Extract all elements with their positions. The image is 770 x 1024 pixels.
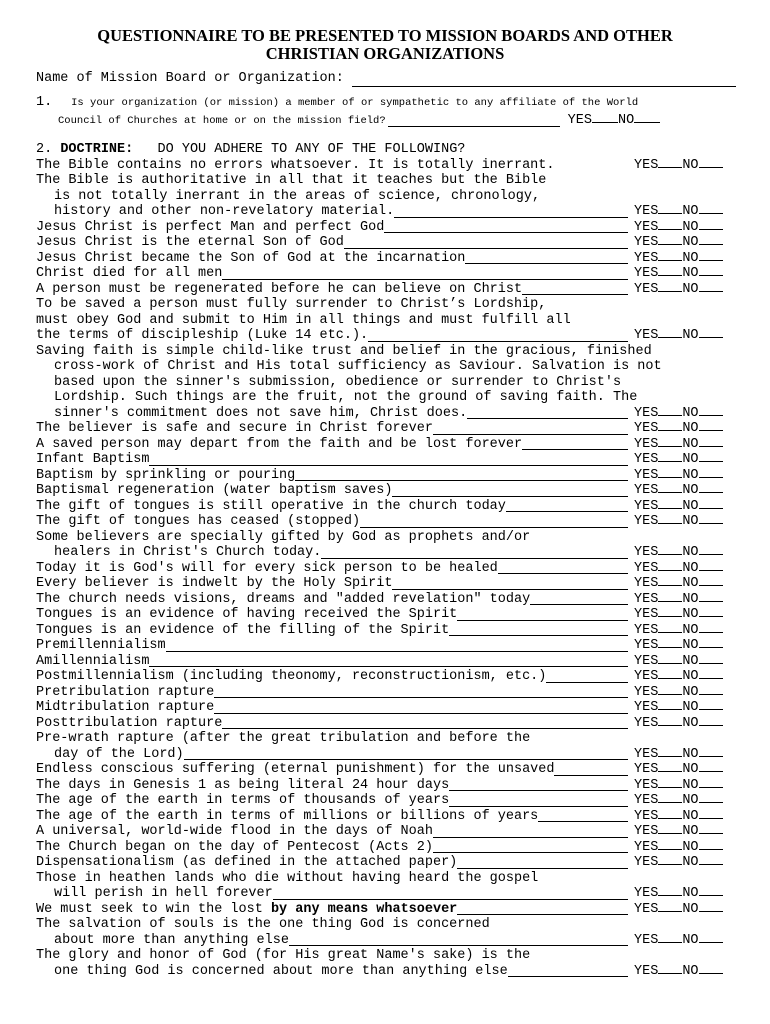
doctrine-item-leader bbox=[384, 221, 628, 233]
yes-blank[interactable] bbox=[658, 559, 682, 571]
doctrine-item-text: is not totally inerrant in the areas of science, chronology, bbox=[54, 188, 541, 204]
yes-blank[interactable] bbox=[658, 931, 682, 943]
doctrine-item-text: Tongues is an evidence of the filling of the Spirit bbox=[36, 622, 450, 638]
yes-blank[interactable] bbox=[658, 481, 682, 493]
question-1-line-1 bbox=[36, 95, 736, 111]
no-blank[interactable] bbox=[699, 404, 723, 416]
question-1-number: 1. bbox=[36, 95, 53, 110]
no-label: NO bbox=[682, 281, 699, 297]
yes-label: YES bbox=[634, 405, 659, 421]
yes-blank[interactable] bbox=[658, 280, 682, 292]
doctrine-item-leader bbox=[467, 407, 628, 419]
yes-no-answer[interactable] bbox=[628, 900, 736, 918]
no-blank[interactable] bbox=[699, 497, 723, 509]
doctrine-item-leader bbox=[344, 237, 628, 249]
no-blank[interactable] bbox=[699, 683, 723, 695]
no-blank[interactable] bbox=[699, 636, 723, 648]
doctrine-item-leader bbox=[273, 888, 628, 900]
no-blank[interactable] bbox=[699, 807, 723, 819]
doctrine-item-38-line-1 bbox=[36, 902, 736, 918]
yes-blank[interactable] bbox=[658, 807, 682, 819]
no-blank[interactable] bbox=[699, 667, 723, 679]
doctrine-item-leader bbox=[222, 268, 628, 280]
doctrine-item-leader bbox=[149, 454, 628, 466]
doctrine-item-text: Pretribulation rapture bbox=[36, 684, 215, 700]
doctrine-item-leader bbox=[392, 578, 628, 590]
yes-label: YES bbox=[634, 746, 659, 762]
no-label: NO bbox=[682, 328, 699, 343]
doctrine-item-leader bbox=[546, 671, 628, 683]
no-label: NO bbox=[682, 405, 699, 421]
doctrine-item-text: The Bible is authoritative in all that it teaches but the Bible bbox=[36, 173, 547, 188]
doctrine-item-2-line-1 bbox=[36, 173, 736, 189]
no-label: NO bbox=[682, 746, 699, 762]
yes-label: YES bbox=[634, 576, 659, 591]
no-blank[interactable] bbox=[699, 218, 723, 230]
no-blank[interactable] bbox=[699, 698, 723, 710]
yes-blank[interactable] bbox=[658, 962, 682, 974]
yes-no-answer[interactable] bbox=[628, 156, 736, 174]
doctrine-item-text: cross-work of Christ and His total sufficiency as Saviour. Salvation is not bbox=[54, 359, 662, 374]
no-label: NO bbox=[682, 467, 699, 483]
doctrine-item-text: Jesus Christ is perfect Man and perfect God bbox=[36, 219, 385, 235]
no-label: NO bbox=[682, 266, 699, 281]
no-blank[interactable] bbox=[699, 900, 723, 912]
no-blank[interactable] bbox=[699, 791, 723, 803]
yes-blank[interactable] bbox=[658, 652, 682, 664]
doctrine-item-text: Infant Baptism bbox=[36, 452, 150, 467]
doctrine-item-leader bbox=[360, 516, 628, 528]
doctrine-item-text: based upon the sinner's submission, obedience or surrender to Christ's bbox=[54, 374, 622, 390]
yes-label: YES bbox=[634, 762, 659, 777]
doctrine-item-text: will perish in hell forever bbox=[54, 886, 273, 901]
doctrine-item-text: Baptism by sprinkling or pouring bbox=[36, 467, 296, 483]
doctrine-item-text: Postmillennialism (including theonomy, reconstructionism, etc.) bbox=[36, 669, 547, 684]
doctrine-item-text: Premillennialism bbox=[36, 638, 166, 653]
yes-label: YES bbox=[634, 839, 659, 855]
yes-label: YES bbox=[567, 113, 592, 128]
doctrine-item-leader bbox=[295, 469, 628, 481]
no-label: NO bbox=[682, 421, 699, 436]
doctrine-item-text: history and other non-revelatory material. bbox=[54, 204, 395, 219]
doctrine-item-leader bbox=[506, 500, 628, 512]
no-blank[interactable] bbox=[699, 605, 723, 617]
no-label: NO bbox=[682, 669, 699, 684]
yes-label: YES bbox=[634, 715, 659, 731]
doctrine-item-text: We must seek to win the lost by any means whatsoever bbox=[36, 901, 458, 917]
question-2-number: 2. bbox=[36, 142, 53, 157]
no-label: NO bbox=[682, 576, 699, 591]
yes-blank[interactable] bbox=[658, 621, 682, 633]
doctrine-item-leader bbox=[321, 547, 628, 559]
yes-no-answer[interactable] bbox=[628, 931, 736, 949]
no-label: NO bbox=[682, 483, 699, 498]
doctrine-item-text: A person must be regenerated before he can believe on Christ bbox=[36, 281, 523, 297]
yes-blank[interactable] bbox=[658, 450, 682, 462]
doctrine-item-8-line-3 bbox=[36, 328, 736, 344]
yes-label: YES bbox=[634, 591, 659, 607]
no-label: NO bbox=[682, 157, 699, 173]
doctrine-item-text: The salvation of souls is the one thing God is concerned bbox=[36, 917, 490, 932]
yes-label: YES bbox=[634, 250, 659, 266]
no-label: NO bbox=[682, 250, 699, 266]
yes-label: YES bbox=[634, 777, 659, 793]
doctrine-item-leader bbox=[433, 423, 628, 435]
no-blank[interactable] bbox=[699, 760, 723, 772]
no-blank[interactable] bbox=[699, 652, 723, 664]
no-blank[interactable] bbox=[699, 280, 723, 292]
yes-label: YES bbox=[634, 901, 659, 917]
yes-blank[interactable] bbox=[658, 543, 682, 555]
doctrine-item-leader bbox=[433, 826, 628, 838]
no-label: NO bbox=[682, 498, 699, 514]
doctrine-item-text: Posttribulation rapture bbox=[36, 715, 223, 731]
doctrine-item-text: Endless conscious suffering (eternal punishment) for the unsaved bbox=[36, 762, 555, 777]
no-blank[interactable] bbox=[699, 466, 723, 478]
doctrine-item-leader bbox=[449, 624, 628, 636]
doctrine-item-16-line-1 bbox=[36, 514, 736, 530]
doctrine-item-leader bbox=[465, 252, 628, 264]
doctrine-item-39-line-2 bbox=[36, 933, 736, 949]
doctrine-item-text: day of the Lord) bbox=[54, 746, 184, 762]
yes-label: YES bbox=[634, 886, 659, 901]
question-1-text: Is your organization (or mission) a member of or sympathetic to any affiliate of the World bbox=[71, 97, 639, 109]
doctrine-item-text: Christ died for all men bbox=[36, 266, 223, 281]
no-label: NO bbox=[682, 514, 699, 529]
doctrine-item-28-line-1 bbox=[36, 716, 736, 732]
document-title-line-1: QUESTIONNAIRE TO BE PRESENTED TO MISSION BOARDS AND OTHER bbox=[97, 26, 673, 45]
doctrine-item-text: healers in Christ's Church today. bbox=[54, 545, 322, 560]
doctrine-item-text: Today it is God's will for every sick person to be healed bbox=[36, 560, 498, 576]
doctrine-item-leader bbox=[222, 717, 628, 729]
doctrine-item-8-line-1 bbox=[36, 297, 736, 313]
doctrine-item-text: The age of the earth in terms of millions or billions of years bbox=[36, 808, 539, 824]
yes-blank[interactable] bbox=[658, 264, 682, 276]
no-label: NO bbox=[617, 113, 635, 128]
no-label: NO bbox=[682, 886, 699, 901]
doctrine-item-leader bbox=[289, 934, 628, 946]
yes-label: YES bbox=[634, 700, 659, 715]
doctrine-item-leader bbox=[149, 655, 628, 667]
no-blank[interactable] bbox=[699, 745, 723, 757]
doctrine-item-text: Those in heathen lands who die without having heard the gospel bbox=[36, 870, 539, 886]
doctrine-heading-label: DOCTRINE: bbox=[60, 142, 134, 157]
yes-blank[interactable] bbox=[658, 667, 682, 679]
yes-label: YES bbox=[634, 793, 659, 808]
doctrine-item-text: Tongues is an evidence of having received the Spirit bbox=[36, 607, 458, 622]
doctrine-item-1-line-1 bbox=[36, 158, 736, 174]
yes-blank[interactable] bbox=[658, 249, 682, 261]
yes-label: YES bbox=[634, 436, 659, 452]
no-label: NO bbox=[682, 452, 699, 467]
yes-blank[interactable] bbox=[658, 605, 682, 617]
doctrine-item-text: Dispensationalism (as defined in the attached paper) bbox=[36, 855, 458, 870]
yes-blank[interactable] bbox=[658, 512, 682, 524]
no-blank[interactable] bbox=[699, 543, 723, 555]
yes-no-answer[interactable] bbox=[628, 280, 736, 298]
doctrine-item-text: must obey God and submit to Him in all things and must fulfill all bbox=[36, 312, 571, 328]
yes-blank[interactable] bbox=[658, 497, 682, 509]
no-blank[interactable] bbox=[699, 853, 723, 865]
doctrine-item-emphasis: by any means whatsoever bbox=[270, 901, 458, 917]
doctrine-item-9-line-2 bbox=[36, 359, 736, 375]
doctrine-item-leader bbox=[538, 810, 628, 822]
no-blank[interactable] bbox=[699, 435, 723, 447]
question-1-line-2 bbox=[58, 111, 736, 129]
yes-label: YES bbox=[634, 932, 659, 948]
no-blank[interactable] bbox=[699, 202, 723, 214]
no-label: NO bbox=[682, 591, 699, 607]
yes-no-answer[interactable] bbox=[628, 714, 736, 732]
no-blank[interactable] bbox=[699, 326, 723, 338]
doctrine-item-text: Baptismal regeneration (water baptism saves) bbox=[36, 483, 393, 498]
no-label: NO bbox=[682, 545, 699, 560]
doctrine-item-leader bbox=[508, 965, 628, 977]
doctrine-item-text: The gift of tongues has ceased (stopped) bbox=[36, 514, 361, 529]
yes-blank[interactable] bbox=[658, 590, 682, 602]
doctrine-item-leader bbox=[457, 903, 628, 915]
doctrine-item-7-line-1 bbox=[36, 282, 736, 298]
yes-label: YES bbox=[634, 235, 659, 250]
doctrine-item-40-line-2 bbox=[36, 964, 736, 980]
no-blank[interactable] bbox=[699, 931, 723, 943]
no-label: NO bbox=[682, 855, 699, 870]
yes-label: YES bbox=[634, 452, 659, 467]
yes-no-answer[interactable] bbox=[628, 853, 736, 871]
organization-name-field[interactable] bbox=[352, 74, 736, 87]
yes-blank[interactable] bbox=[658, 900, 682, 912]
yes-label: YES bbox=[634, 219, 659, 235]
no-label: NO bbox=[682, 607, 699, 622]
doctrine-item-text: The glory and honor of God (for His great Name's sake) is the bbox=[36, 948, 531, 963]
doctrine-item-leader bbox=[166, 640, 628, 652]
doctrine-item-text: one thing God is concerned about more than anything else bbox=[54, 963, 508, 979]
doctrine-item-36-line-1 bbox=[36, 855, 736, 871]
doctrine-item-leader bbox=[368, 330, 628, 342]
no-blank[interactable] bbox=[699, 512, 723, 524]
yes-blank[interactable] bbox=[658, 574, 682, 586]
yes-label: YES bbox=[634, 266, 659, 281]
no-label: NO bbox=[682, 932, 699, 948]
organization-name-row bbox=[36, 71, 736, 87]
yes-label: YES bbox=[634, 328, 659, 343]
yes-label: YES bbox=[634, 684, 659, 700]
doctrine-item-text: A saved person may depart from the faith and be lost forever bbox=[36, 436, 523, 452]
no-blank[interactable] bbox=[634, 111, 660, 123]
yes-blank[interactable] bbox=[658, 791, 682, 803]
yes-label: YES bbox=[634, 483, 659, 498]
no-blank[interactable] bbox=[699, 481, 723, 493]
yes-no-answer[interactable] bbox=[628, 962, 736, 980]
doctrine-item-leader bbox=[214, 686, 628, 698]
doctrine-item-text: about more than anything else bbox=[54, 932, 289, 948]
doctrine-item-text: sinner's commitment does not save him, Christ does. bbox=[54, 405, 468, 421]
no-blank[interactable] bbox=[699, 574, 723, 586]
yes-blank[interactable] bbox=[658, 326, 682, 338]
yes-label: YES bbox=[634, 808, 659, 824]
doctrine-item-text: Midtribulation rapture bbox=[36, 700, 215, 715]
no-label: NO bbox=[682, 622, 699, 638]
no-blank[interactable] bbox=[699, 264, 723, 276]
yes-label: YES bbox=[634, 204, 659, 219]
no-blank[interactable] bbox=[699, 450, 723, 462]
yes-label: YES bbox=[634, 560, 659, 576]
no-blank[interactable] bbox=[699, 233, 723, 245]
yes-blank[interactable] bbox=[658, 233, 682, 245]
doctrine-item-text: The age of the earth in terms of thousands of years bbox=[36, 793, 450, 808]
doctrine-item-text: Every believer is indwelt by the Holy Spirit bbox=[36, 576, 393, 591]
yes-label: YES bbox=[634, 824, 659, 839]
doctrine-item-text: The Church began on the day of Pentecost (Acts 2) bbox=[36, 839, 433, 855]
no-label: NO bbox=[682, 715, 699, 731]
yes-blank[interactable] bbox=[658, 776, 682, 788]
no-label: NO bbox=[682, 204, 699, 219]
doctrine-heading-text: DO YOU ADHERE TO ANY OF THE FOLLOWING? bbox=[157, 142, 466, 157]
no-label: NO bbox=[682, 793, 699, 808]
doctrine-item-leader bbox=[449, 795, 628, 807]
no-blank[interactable] bbox=[699, 419, 723, 431]
no-blank[interactable] bbox=[699, 559, 723, 571]
doctrine-item-text: A universal, world-wide flood in the days of Noah bbox=[36, 824, 433, 839]
no-blank[interactable] bbox=[699, 838, 723, 850]
doctrine-item-text: The church needs visions, dreams and "added revelation" today bbox=[36, 591, 531, 607]
no-blank[interactable] bbox=[699, 776, 723, 788]
yes-blank[interactable] bbox=[658, 822, 682, 834]
doctrine-item-text: The gift of tongues is still operative in the church today bbox=[36, 498, 506, 514]
document-title-line-2: CHRISTIAN ORGANIZATIONS bbox=[265, 44, 505, 63]
yes-blank[interactable] bbox=[658, 884, 682, 896]
doctrine-item-leader bbox=[433, 841, 628, 853]
doctrine-item-leader bbox=[457, 857, 628, 869]
yes-label: YES bbox=[634, 498, 659, 514]
no-label: NO bbox=[682, 684, 699, 700]
no-blank[interactable] bbox=[699, 884, 723, 896]
doctrine-item-leader bbox=[392, 485, 628, 497]
doctrine-item-leader bbox=[457, 609, 628, 621]
no-label: NO bbox=[682, 653, 699, 669]
no-label: NO bbox=[682, 824, 699, 839]
no-blank[interactable] bbox=[699, 590, 723, 602]
doctrine-item-text: Lordship. Such things are the fruit, not the ground of saving faith. The bbox=[54, 390, 638, 405]
yes-blank[interactable] bbox=[592, 111, 618, 123]
doctrine-item-text: Saving faith is simple child-like trust and belief in the gracious, finished bbox=[36, 343, 652, 359]
question-1-yes-no[interactable] bbox=[568, 111, 661, 129]
yes-blank[interactable] bbox=[658, 745, 682, 757]
doctrine-item-9-line-1 bbox=[36, 344, 736, 360]
yes-blank[interactable] bbox=[658, 698, 682, 710]
yes-label: YES bbox=[634, 157, 659, 173]
yes-label: YES bbox=[634, 421, 659, 436]
no-label: NO bbox=[682, 436, 699, 452]
yes-blank[interactable] bbox=[658, 156, 682, 168]
organization-name-label: Name of Mission Board or Organization: bbox=[36, 71, 344, 86]
yes-blank[interactable] bbox=[658, 760, 682, 772]
no-label: NO bbox=[682, 219, 699, 235]
yes-blank[interactable] bbox=[658, 853, 682, 865]
yes-blank[interactable] bbox=[658, 466, 682, 478]
doctrine-item-leader bbox=[498, 562, 628, 574]
doctrine-item-leader bbox=[530, 593, 628, 605]
no-label: NO bbox=[682, 839, 699, 855]
no-label: NO bbox=[682, 235, 699, 250]
no-label: NO bbox=[682, 762, 699, 777]
yes-label: YES bbox=[634, 855, 659, 870]
question-1-leader bbox=[388, 115, 560, 127]
yes-blank[interactable] bbox=[658, 419, 682, 431]
doctrine-item-leader bbox=[184, 748, 628, 760]
doctrine-item-text: Pre-wrath rapture (after the great tribulation and before the bbox=[36, 731, 531, 746]
yes-label: YES bbox=[634, 669, 659, 684]
no-label: NO bbox=[682, 901, 699, 917]
yes-blank[interactable] bbox=[658, 636, 682, 648]
no-label: NO bbox=[682, 808, 699, 824]
no-blank[interactable] bbox=[699, 714, 723, 726]
yes-no-answer[interactable] bbox=[628, 326, 736, 344]
doctrine-item-leader bbox=[554, 764, 628, 776]
yes-blank[interactable] bbox=[658, 404, 682, 416]
doctrine-item-text: Jesus Christ became the Son of God at the incarnation bbox=[36, 250, 466, 266]
no-blank[interactable] bbox=[699, 822, 723, 834]
doctrine-item-text: Jesus Christ is the eternal Son of God bbox=[36, 235, 344, 250]
yes-blank[interactable] bbox=[658, 683, 682, 695]
yes-blank[interactable] bbox=[658, 435, 682, 447]
no-label: NO bbox=[682, 777, 699, 793]
no-label: NO bbox=[682, 560, 699, 576]
no-label: NO bbox=[682, 700, 699, 715]
no-blank[interactable] bbox=[699, 962, 723, 974]
yes-blank[interactable] bbox=[658, 202, 682, 214]
yes-label: YES bbox=[634, 653, 659, 669]
yes-label: YES bbox=[634, 622, 659, 638]
doctrine-item-text: The days in Genesis 1 as being literal 24 hour days bbox=[36, 777, 450, 793]
doctrine-item-text: Some believers are specially gifted by God as prophets and/or bbox=[36, 529, 531, 545]
doctrine-item-leader bbox=[522, 438, 628, 450]
doctrine-item-leader bbox=[394, 206, 628, 218]
yes-label: YES bbox=[634, 281, 659, 297]
doctrine-item-text: Amillennialism bbox=[36, 653, 150, 669]
no-blank[interactable] bbox=[699, 621, 723, 633]
doctrine-item-9-line-3 bbox=[36, 375, 736, 391]
doctrine-item-text: The believer is safe and secure in Christ forever bbox=[36, 421, 433, 436]
no-blank[interactable] bbox=[699, 249, 723, 261]
yes-label: YES bbox=[634, 514, 659, 529]
yes-label: YES bbox=[634, 467, 659, 483]
yes-no-answer[interactable] bbox=[628, 512, 736, 530]
no-label: NO bbox=[682, 638, 699, 653]
doctrine-item-leader bbox=[522, 283, 628, 295]
yes-blank[interactable] bbox=[658, 714, 682, 726]
yes-label: YES bbox=[634, 545, 659, 560]
doctrine-item-text: The Bible contains no errors whatsoever. It is totally inerrant. bbox=[36, 157, 555, 173]
yes-blank[interactable] bbox=[658, 838, 682, 850]
no-blank[interactable] bbox=[699, 156, 723, 168]
yes-blank[interactable] bbox=[658, 218, 682, 230]
yes-label: YES bbox=[634, 607, 659, 622]
doctrine-section bbox=[36, 142, 736, 979]
doctrine-item-text: the terms of discipleship (Luke 14 etc.). bbox=[36, 328, 369, 343]
yes-label: YES bbox=[634, 638, 659, 653]
no-label: NO bbox=[682, 963, 699, 979]
doctrine-item-leader bbox=[214, 702, 628, 714]
yes-label: YES bbox=[634, 963, 659, 979]
doctrine-item-leader bbox=[449, 779, 628, 791]
doctrine-item-text: To be saved a person must fully surrender to Christ’s Lordship, bbox=[36, 297, 547, 312]
question-1-text-2: Council of Churches at home or on the mission field? bbox=[58, 115, 386, 127]
